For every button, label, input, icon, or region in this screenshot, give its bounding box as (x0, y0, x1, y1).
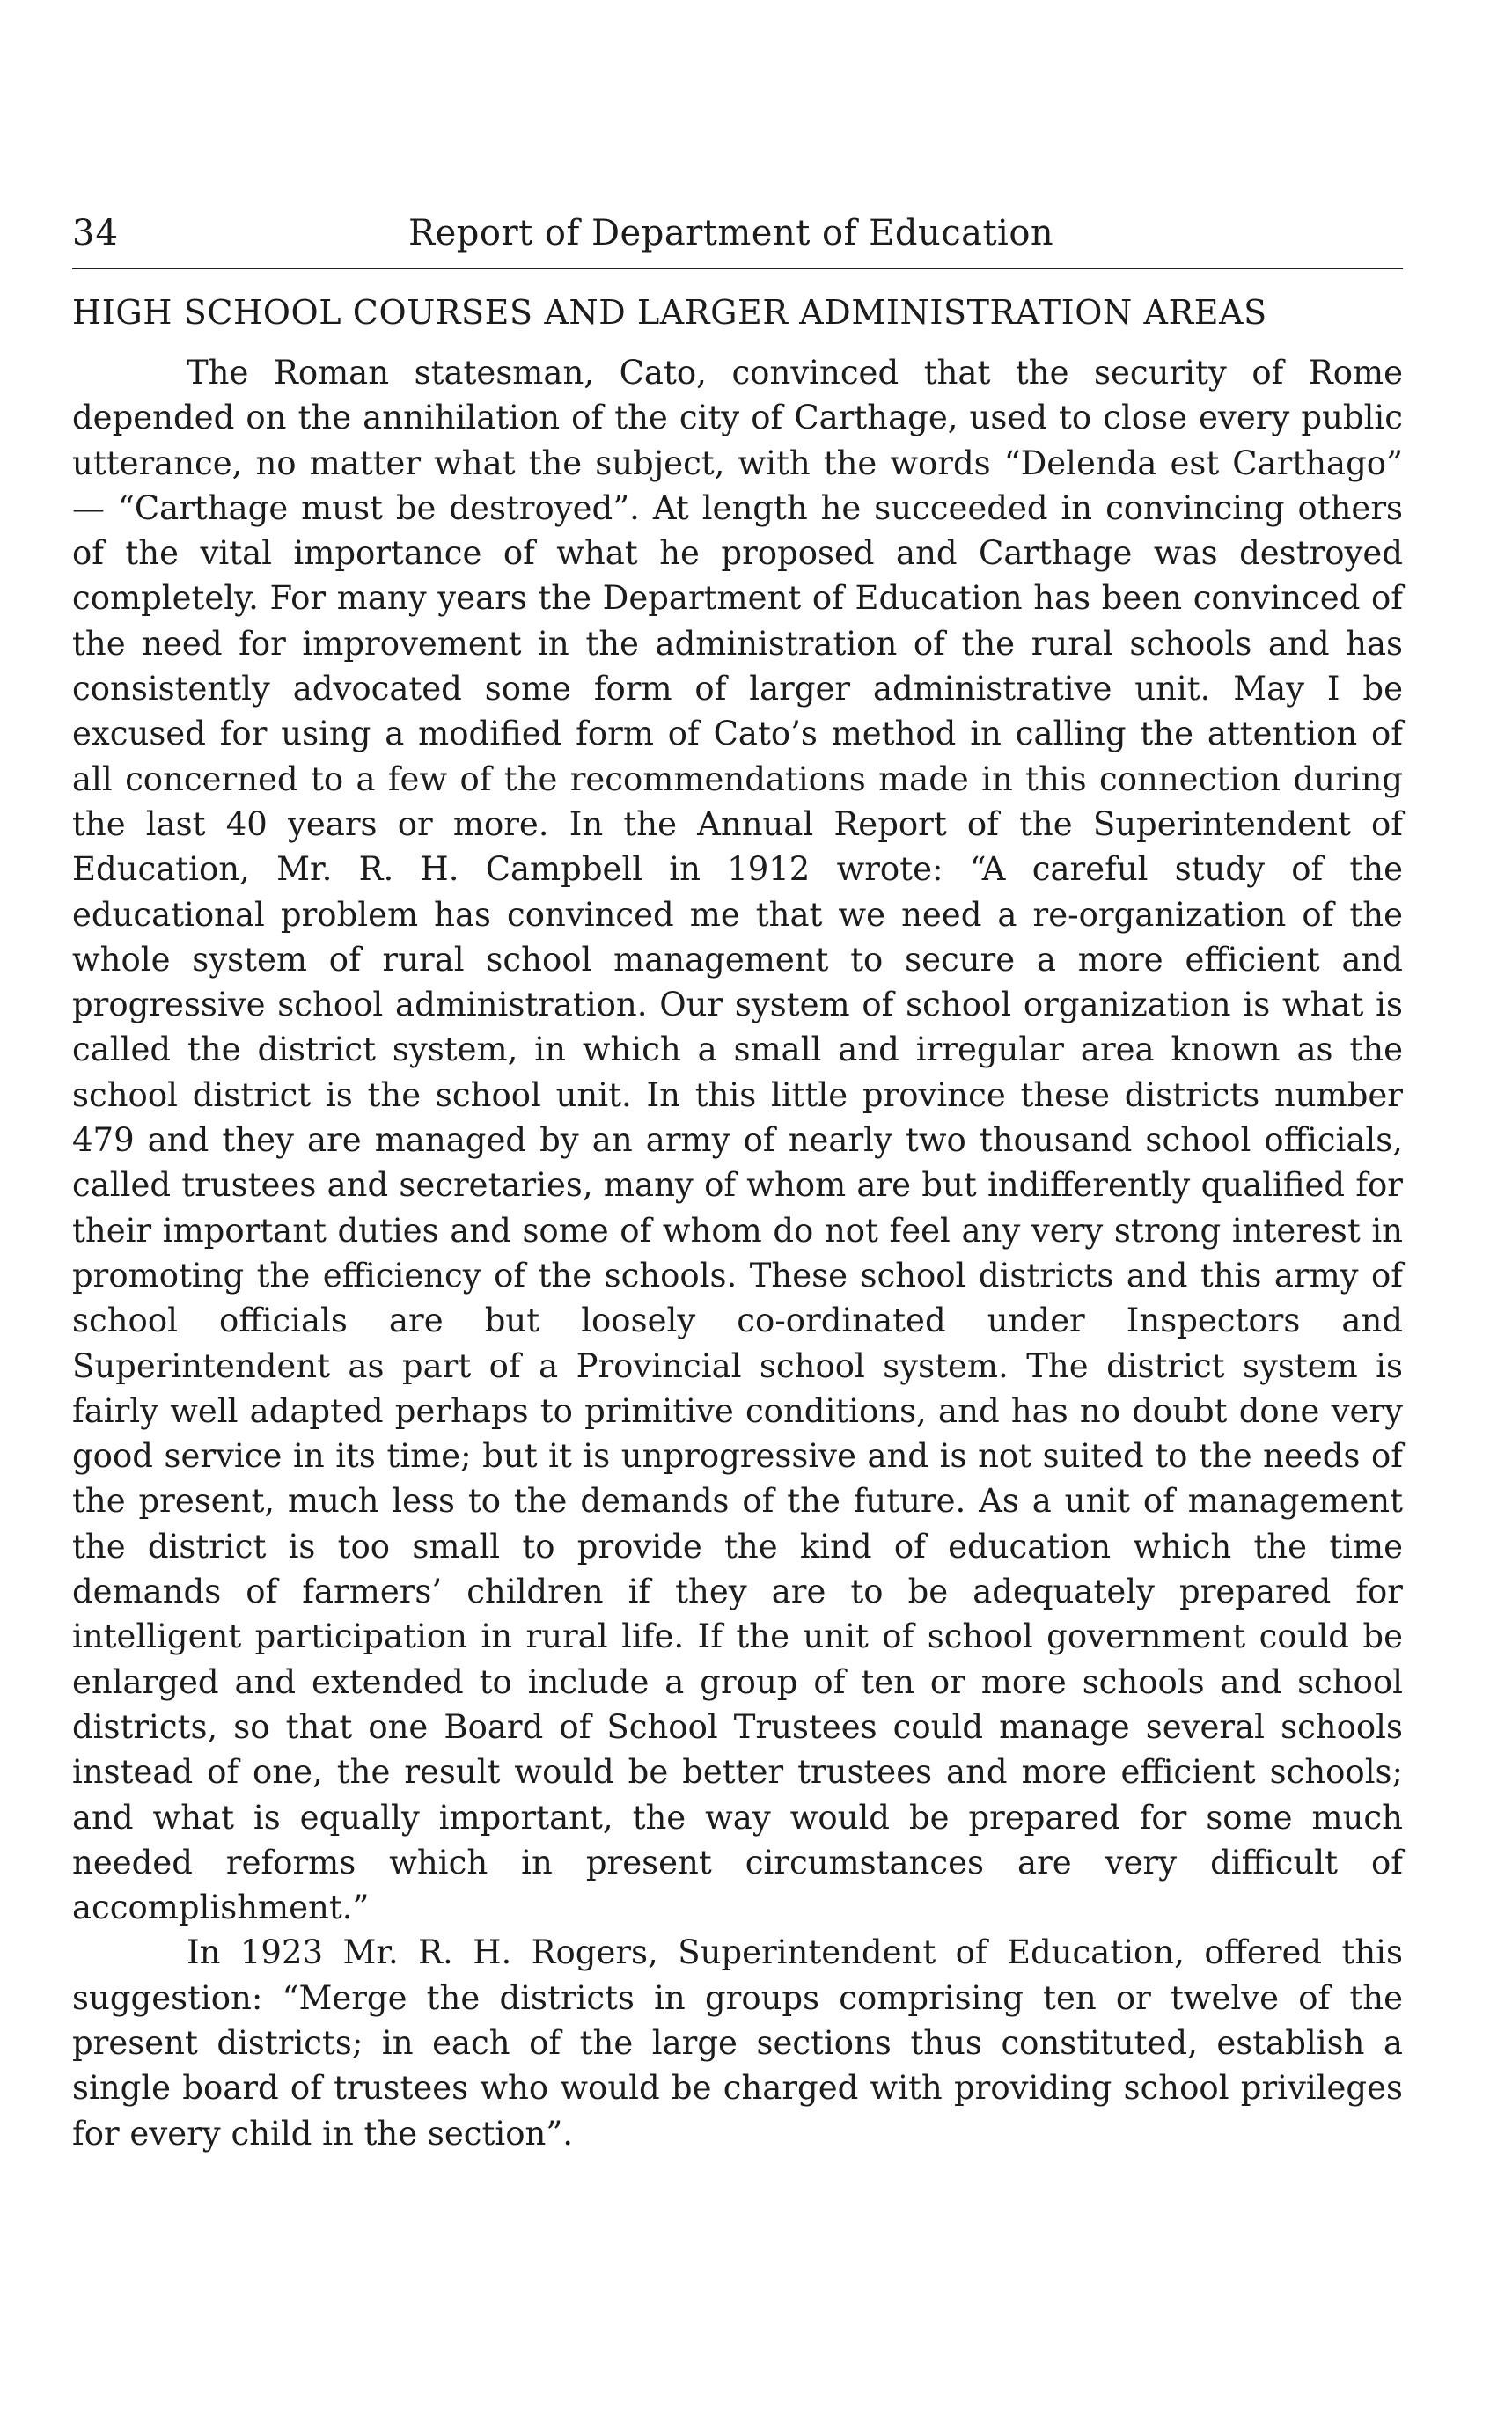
body-text (72, 350, 1403, 2156)
header-rule (72, 268, 1403, 269)
paragraph-rogers: In 1923 Mr. R. H. Rogers, Superintendent of Education, offered this suggestion: “Merge the districts in groups comprising ten or twelve of the present districts; in each of the large sections thus constituted, establish a single board of trustees who would be charged with providing school privileges for every child in the section”. (72, 1933, 1403, 2153)
running-title: Report of Department of Education (408, 213, 1054, 253)
section-heading: HIGH SCHOOL COURSES AND LARGER ADMINISTRATION AREAS (72, 293, 1267, 332)
running-head (72, 208, 1403, 259)
paragraph-cato: The Roman statesman, Cato, convinced that the security of Rome depended on the annihilation of the city of Carthage, used to close every public utterance, no matter what the subject, with the words “Delenda est Carthago” — “Carthage must be destroyed”. At length he succeeded in convincing others of the vital importance of what he proposed and Carthage was destroyed completely. For many years the Department of Education has been convinced of the need for improvement in the administration of the rural schools and has consistently advocated some form of larger administrative unit. May I be excused for using a modified form of Cato’s method in calling the attention of all concerned to a few of the recommendations made in this connection during the last 40 years or more. In the Annual Report of the Superintendent of Education, Mr. R. H. Campbell in 1912 wrote: “A careful study of the educational problem has convinced me that we need a re-organization of the whole system of rural school management to secure a more efficient and progressive school administration. Our system of school organization is what is called the district system, in which a small and irregular area known as the school district is the school unit. In this little province these districts number 479 and they are managed by an army of nearly two thousand school officials, called trustees and secretaries, many of whom are but indifferently qualified for their important duties and some of whom do not feel any very strong interest in promoting the efficiency of the schools. These school districts and this army of school officials are but loosely co-ordinated under Inspectors and Superintendent as part of a Provincial school system. The district system is fairly well adapted perhaps to primitive conditions, and has no doubt done very good service in its time; but it is unprogressive and is not suited to the needs of the present, much less to the demands of the future. As a unit of management the district is too small to provide the kind of education which the time demands of farmers’ children if they are to be adequately prepared for intelligent participation in rural life. If the unit of school government could be enlarged and extended to include a group of ten or more schools and school districts, so that one Board of School Trustees could manage several schools instead of one, the result would be better trustees and more efficient schools; and what is equally important, the way would be prepared for some much needed reforms which in present circumstances are very difficult of accomplishment.” (72, 354, 1403, 1927)
page-number: 34 (72, 213, 119, 253)
